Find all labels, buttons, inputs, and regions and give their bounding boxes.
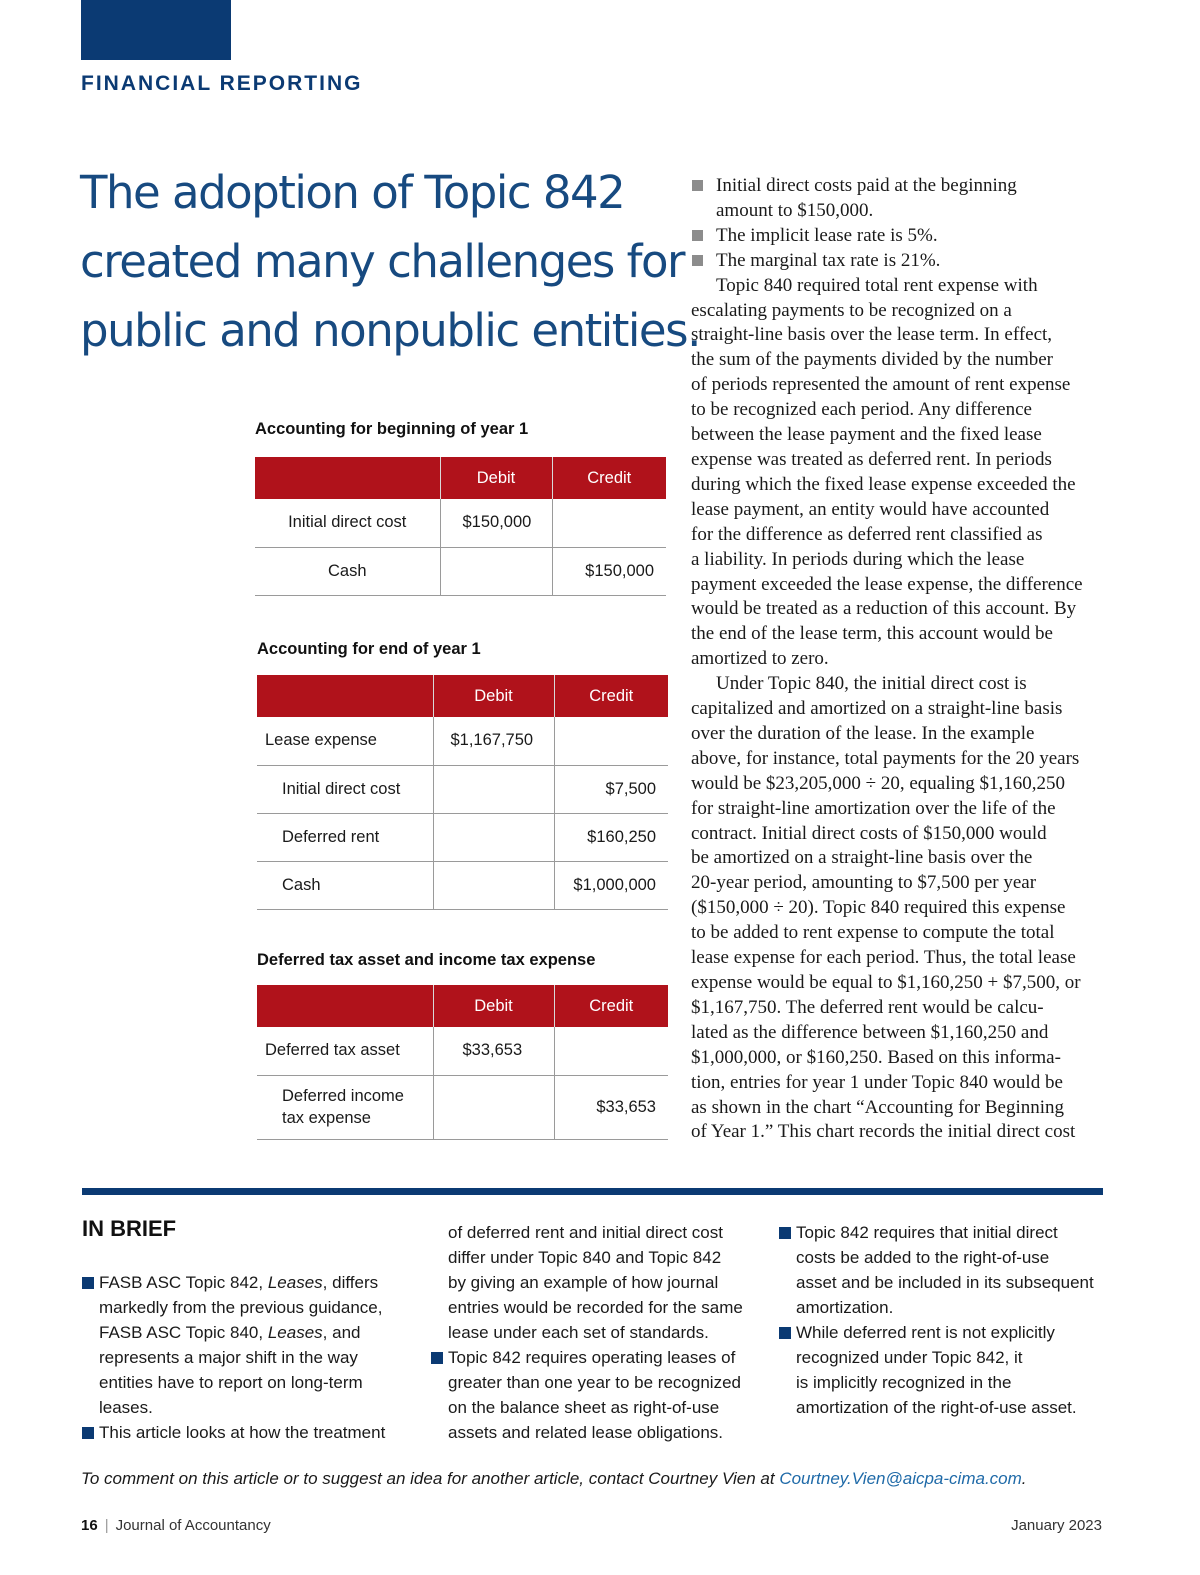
table-row: [257, 717, 668, 765]
text-line: $1,167,750. The deferred rent would be calcu-: [691, 996, 1044, 1018]
text-line: of periods represented the amount of rent expense: [691, 374, 1071, 396]
text-line: between the lease payment and the fixed lease: [691, 424, 1042, 446]
text-run: , differs: [322, 1273, 379, 1292]
row-label: Cash: [255, 547, 440, 595]
text-line: asset and be included in its subsequent: [796, 1273, 1094, 1292]
in-brief-item-continued: [431, 1220, 771, 1345]
credit-cell: $33,653: [554, 1075, 668, 1139]
credit-cell: $1,000,000: [554, 861, 668, 909]
text-line: above, for instance, total payments for the 20 years: [691, 747, 1080, 769]
text-line: lease expense for each period. Thus, the total lease: [691, 947, 1076, 969]
table-title-end-year1: Accounting for end of year 1: [257, 640, 481, 658]
in-brief-item: [779, 1220, 1109, 1320]
text-line: ($150,000 ÷ 20). Topic 840 required this expense: [691, 897, 1066, 919]
table-title-beginning-year1: Accounting for beginning of year 1: [255, 420, 529, 438]
table-header-debit: Debit: [433, 985, 554, 1027]
journal-table-end-year1: [257, 675, 668, 910]
text-line: assets and related lease obligations.: [448, 1423, 724, 1442]
in-brief-item: [82, 1420, 412, 1445]
row-label: Initial direct cost: [255, 499, 440, 547]
credit-cell: $7,500: [554, 765, 668, 813]
pull-quote-line: public and nonpublic entities.: [80, 304, 700, 357]
text-line: of deferred rent and initial direct cost: [448, 1223, 723, 1242]
text-line: of Year 1.” This chart records the initial direct cost: [691, 1121, 1076, 1143]
text-line: leases.: [99, 1398, 153, 1417]
text-line: differ under Topic 840 and Topic 842: [448, 1248, 722, 1267]
table-row: [257, 813, 668, 861]
table-row: [257, 1027, 668, 1075]
text-line: lease under each set of standards.: [448, 1323, 709, 1342]
text-line: capitalized and amortized on a straight-line basis: [691, 698, 1063, 720]
text-line: Topic 842 requires that initial direct: [796, 1223, 1058, 1242]
text-line: contract. Initial direct costs of $150,000 would: [691, 822, 1047, 844]
text-line: Under Topic 840, the initial direct cost is: [716, 673, 1027, 695]
header-color-block: [81, 0, 231, 60]
text-line: be amortized on a straight-line basis over the: [691, 847, 1033, 869]
text-run: FASB ASC Topic 842,: [99, 1273, 268, 1292]
text-line: Initial direct costs paid at the beginning: [716, 175, 1017, 196]
text-line: for straight-line amortization over the life of the: [691, 797, 1056, 819]
debit-cell: [433, 765, 554, 813]
text-line: during which the fixed lease expense exceeded the: [691, 473, 1076, 495]
text-line: for the difference as deferred rent classified as: [691, 523, 1043, 545]
table-header-debit: Debit: [440, 457, 552, 499]
text-line: [99, 1270, 412, 1295]
table-header-row: [257, 675, 668, 717]
in-brief-column-3: [779, 1220, 1109, 1420]
text-line: Topic 842 requires operating leases of: [448, 1348, 736, 1367]
text-line: amount to $150,000.: [716, 199, 874, 221]
text-line: This article looks at how the treatment: [99, 1423, 386, 1442]
table-row: [257, 765, 668, 813]
table-row: [257, 861, 668, 909]
table-header-row: [255, 457, 666, 499]
in-brief-column-1: [82, 1270, 412, 1445]
text-line: amortization.: [796, 1298, 894, 1317]
text-line: is implicitly recognized in the: [796, 1373, 1012, 1392]
debit-cell: $1,167,750: [433, 717, 554, 765]
text-line: on the balance sheet as right-of-use: [448, 1398, 720, 1417]
row-label: Deferred tax asset: [257, 1027, 433, 1075]
row-label-line: Deferred income: [282, 1087, 404, 1105]
text-line: to be added to rent expense to compute the total: [691, 922, 1055, 944]
text-run: , and: [322, 1323, 361, 1342]
text-line: The implicit lease rate is 5%.: [716, 224, 938, 246]
row-label: Lease expense: [257, 717, 433, 765]
credit-cell: $150,000: [552, 547, 666, 595]
table-header-credit: Credit: [554, 985, 668, 1027]
text-line: The marginal tax rate is 21%.: [716, 249, 941, 271]
in-brief-column-2: [431, 1220, 771, 1445]
debit-cell: [433, 813, 554, 861]
text-line: [99, 1320, 412, 1345]
text-line: the sum of the payments divided by the number: [691, 349, 1053, 371]
table-header-credit: Credit: [552, 457, 666, 499]
row-label: Deferred rent: [257, 813, 433, 861]
table-row: [255, 547, 666, 595]
table-header-row: [257, 985, 668, 1027]
in-brief-divider: [82, 1188, 1103, 1195]
pull-quote-line: The adoption of Topic 842: [80, 166, 625, 219]
text-line: as shown in the chart “Accounting for Beginning: [691, 1096, 1065, 1118]
credit-cell: [554, 717, 668, 765]
journal-table-beginning-year1: [255, 457, 666, 596]
comment-end: .: [1021, 1469, 1027, 1488]
author-email-link[interactable]: Courtney.Vien@aicpa-cima.com: [779, 1469, 1022, 1488]
table-row: [257, 1075, 668, 1139]
pull-quote: [80, 158, 700, 365]
comment-line: [81, 1469, 1027, 1489]
paragraph-topic-840-rent: [691, 274, 1103, 673]
debit-cell: [433, 1075, 554, 1139]
table-header-blank: [257, 985, 433, 1027]
journal-name: Journal of Accountancy: [115, 1517, 271, 1534]
body-bullet: [691, 174, 1103, 224]
footer-left: [81, 1517, 271, 1534]
debit-cell: $33,653: [433, 1027, 554, 1075]
text-line: over the duration of the lease. In the example: [691, 722, 1035, 744]
text-line: lease payment, an entity would have accounted: [691, 498, 1050, 520]
text-line: by giving an example of how journal: [448, 1273, 719, 1292]
in-brief-item: [431, 1345, 771, 1445]
text-line: entries would be recorded for the same: [448, 1298, 743, 1317]
text-line: tion, entries for year 1 under Topic 840 would be: [691, 1071, 1063, 1093]
text-line: amortization of the right-of-use asset.: [796, 1398, 1077, 1417]
debit-cell: $150,000: [440, 499, 552, 547]
footer-separator: |: [104, 1517, 109, 1534]
in-brief-item: [82, 1270, 412, 1420]
comment-text: To comment on this article or to suggest an idea for another article, contact Courtney Vien at: [81, 1469, 780, 1488]
article-body: [691, 174, 1103, 1145]
text-line: would be treated as a reduction of this account. By: [691, 598, 1077, 620]
text-line: a liability. In periods during which the lease: [691, 548, 1025, 570]
text-line: 20-year period, amounting to $7,500 per year: [691, 872, 1037, 894]
row-label-line: tax expense: [282, 1109, 371, 1127]
text-line: greater than one year to be recognized: [448, 1373, 741, 1392]
text-line: $1,000,000, or $160,250. Based on this informa-: [691, 1046, 1061, 1068]
text-line: Topic 840 required total rent expense with: [716, 274, 1038, 296]
table-title-deferred-tax: Deferred tax asset and income tax expense: [257, 951, 596, 969]
section-label: FINANCIAL REPORTING: [81, 72, 363, 95]
credit-cell: [552, 499, 666, 547]
table-header-blank: [255, 457, 440, 499]
table-header-credit: Credit: [554, 675, 668, 717]
text-line: expense would be equal to $1,160,250 + $7,500, or: [691, 972, 1081, 993]
journal-table-deferred-tax: [257, 985, 668, 1140]
row-label: Initial direct cost: [257, 765, 433, 813]
credit-cell: [554, 1027, 668, 1075]
paragraph-initial-direct-cost: [691, 672, 1103, 1145]
text-line: to be recognized each period. Any difference: [691, 399, 1032, 421]
page-number: 16: [81, 1517, 98, 1534]
text-line: the end of the lease term, this account would be: [691, 623, 1053, 645]
text-line: costs be added to the right-of-use: [796, 1248, 1050, 1267]
text-line: While deferred rent is not explicitly: [796, 1323, 1055, 1342]
text-line: represents a major shift in the way: [99, 1348, 358, 1367]
pull-quote-line: created many challenges for: [80, 235, 685, 288]
row-label: Cash: [257, 861, 433, 909]
text-line: entities have to report on long-term: [99, 1373, 363, 1392]
issue-date: January 2023: [1011, 1517, 1102, 1534]
text-line: expense was treated as deferred rent. In periods: [691, 448, 1052, 470]
text-line: payment exceeded the lease expense, the difference: [691, 573, 1083, 595]
debit-cell: [433, 861, 554, 909]
row-label: [257, 1075, 433, 1139]
table-header-blank: [257, 675, 433, 717]
text-line: would be $23,205,000 ÷ 20, equaling $1,160,250: [691, 772, 1066, 794]
text-line: recognized under Topic 842, it: [796, 1348, 1023, 1367]
text-run: FASB ASC Topic 840,: [99, 1323, 268, 1342]
text-line: markedly from the previous guidance,: [99, 1298, 383, 1317]
table-row: [255, 499, 666, 547]
text-line: lated as the difference between $1,160,250 and: [691, 1021, 1049, 1043]
credit-cell: $160,250: [554, 813, 668, 861]
body-bullet: [691, 249, 1103, 274]
table-header-debit: Debit: [433, 675, 554, 717]
text-run-italic: Leases: [267, 1273, 323, 1292]
text-line: amortized to zero.: [691, 648, 829, 670]
text-run-italic: Leases: [267, 1323, 323, 1342]
in-brief-item: [779, 1320, 1109, 1420]
text-line: straight-line basis over the lease term. In effect,: [691, 324, 1053, 346]
body-bullet: [691, 224, 1103, 249]
text-line: escalating payments to be recognized on a: [691, 299, 1012, 321]
in-brief-heading: IN BRIEF: [82, 1216, 177, 1241]
debit-cell: [440, 547, 552, 595]
